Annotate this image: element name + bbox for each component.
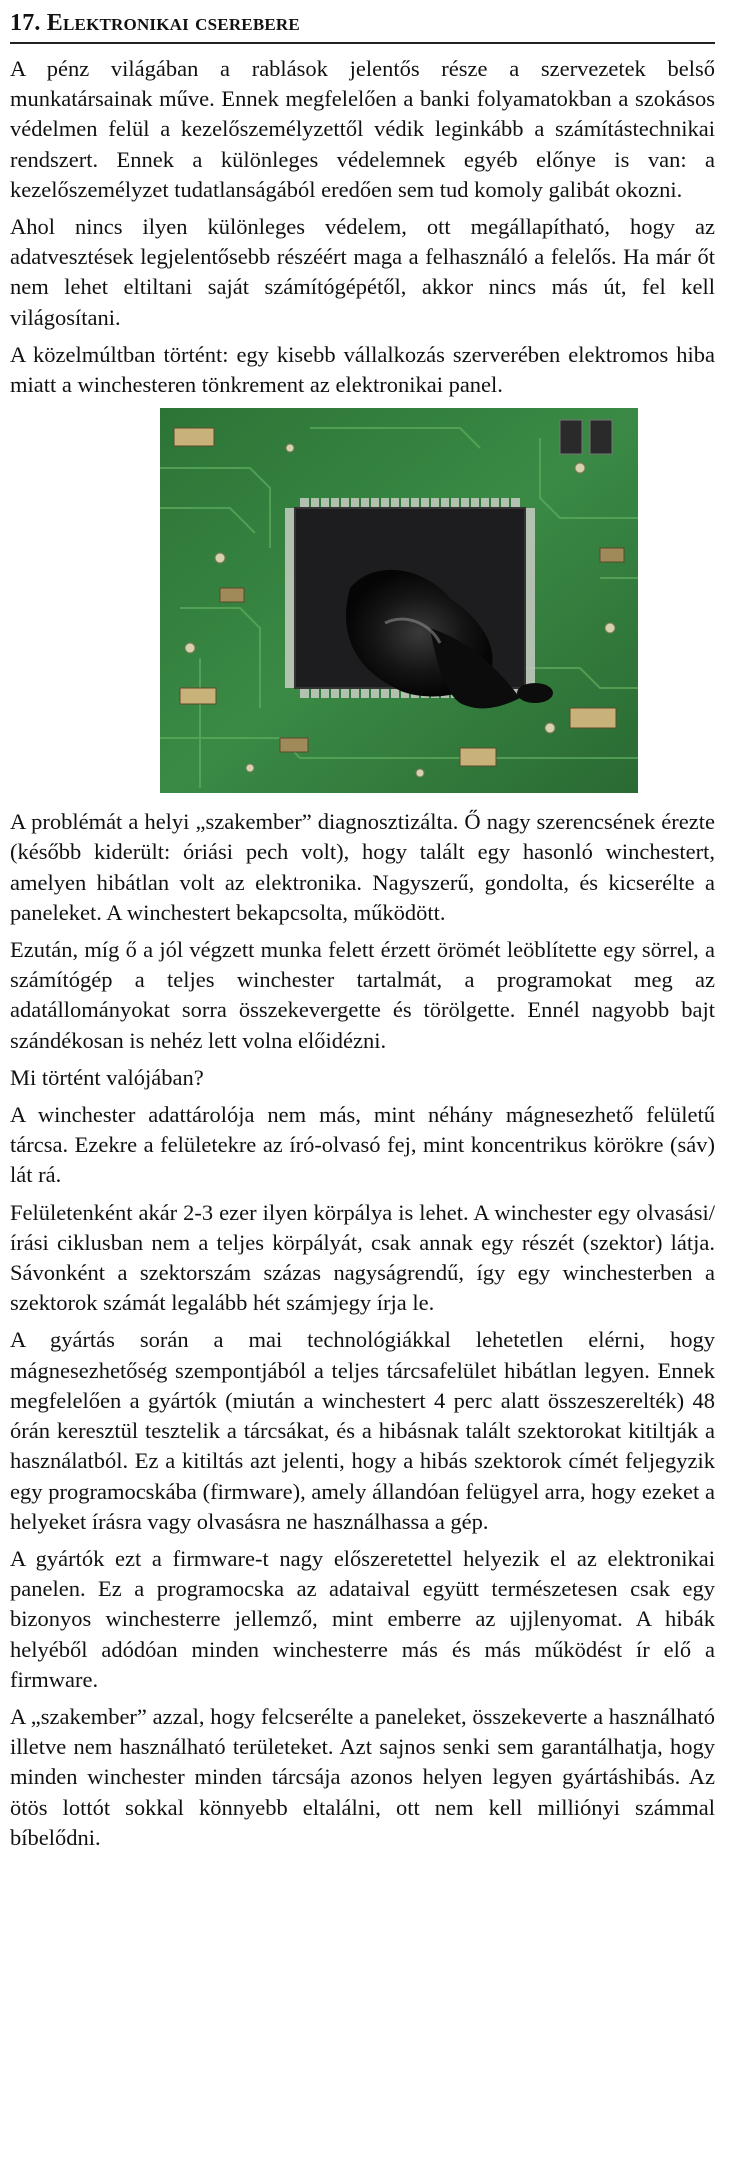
paragraph: A közelmúltban történt: egy kisebb vállalkozás szerverében elektromos hiba miatt a winchesteren tönkrement az elektronikai panel. bbox=[10, 341, 715, 398]
paragraph: A pénz világában a rablások jelentős része a szervezetek belső munkatársainak műve. Ennek megfelelően a banki folyamatokban a szokásos védelmen felül a kezelőszemélyzettől védik leginkább a számítástechnikai rendszert. Ennek a különleges védelemnek egyéb előnye is van: a kezelőszemélyzet tudatlanságából eredően sem tud komoly galibát okozni. bbox=[10, 56, 715, 202]
page-title: 17. Elektronikai cserebere bbox=[10, 6, 715, 44]
paragraph: A problémát a helyi „szakember” diagnosztizálta. Ő nagy szerencsének érezte (később kiderült: óriási pech volt), hogy talált egy hasonló winchestert, amelyen hibátlan volt az elektronika. Nagyszerű, gondolta, és kicserélte a paneleket. A winchestert bekapcsolta, működött. bbox=[10, 809, 715, 925]
paragraph: Ezután, míg ő a jól végzett munka felett érzett örömét leöblítette egy sörrel, a számítógép a teljes winchester tartalmát, a programokat meg az adatállományokat sorra összekevergette és törölgette. Ennél nagyobb bajt szándékosan is nehéz lett volna előidézni. bbox=[10, 937, 715, 1053]
burnt-chip-photo bbox=[160, 408, 638, 793]
paragraph: Felületenként akár 2-3 ezer ilyen körpálya is lehet. A winchester egy olvasási/írási ciklusban nem a teljes körpályát, csak annak egy részét (szektor) látja. Sávonként a szektorszám százas nagyságrendű, így egy winchesterben a szektorok számát legalább hét számjegy írja le. bbox=[10, 1199, 715, 1316]
paragraph: A gyártók ezt a firmware-t nagy előszeretettel helyezik el az elektronikai panelen. Ez a programocska az adataival együtt természetesen csak egy bizonyos winchesterre jellemző, mint emberre az ujjlenyomat. A hibák helyéből adódóan minden winchesterre más és más működést ír elő a firmware. bbox=[10, 1545, 715, 1692]
paragraph: A „szakember” azzal, hogy felcserélte a paneleket, összekeverte a használható illetve nem használható területeket. Azt sajnos senki sem garantálhatja, hogy minden winchester minden tárcsája azonos helyen legyen gyártáshibás. Az ötös lottót sokkal könnyebb eltalálni, ott nem kell milliónyi számmal bíbelődni. bbox=[10, 1703, 715, 1850]
body-text bbox=[10, 807, 715, 1853]
paragraph: Mi történt valójában? bbox=[10, 1064, 204, 1090]
paragraph: Ahol nincs ilyen különleges védelem, ott megállapítható, hogy az adatvesztések legjelentősebb részéért maga a felhasználó a felelős. Ha már őt nem lehet eltiltani saját számítógépétől, akkor nincs más út, fel kell világosítani. bbox=[10, 214, 715, 330]
paragraph: A winchester adattárolója nem más, mint néhány mágnesezhető felületű tárcsa. Ezekre a felületekre az író-olvasó fej, mint koncentrikus körökre (sáv) lát rá. bbox=[10, 1102, 715, 1188]
intro-text bbox=[10, 54, 715, 400]
paragraph: A gyártás során a mai technológiákkal lehetetlen elérni, hogy mágnesezhetőség szempontjából a teljes tárcsafelület hibátlan legyen. Ennek megfelelően a gyártók (miután a winchestert 4 perc alatt összeszerelték) 48 órán keresztül tesztelik a tárcsákat, és a hibásnak talált szektorokat kitiltják a használatból. Ez a kitiltás azt jelenti, hogy a hibás szektorok címét feljegyzik egy programocskába (firmware), amely állandóan felügyel arra, hogy ezeket a helyeket írásra vagy olvasásra ne használhassa a gép. bbox=[10, 1327, 715, 1534]
